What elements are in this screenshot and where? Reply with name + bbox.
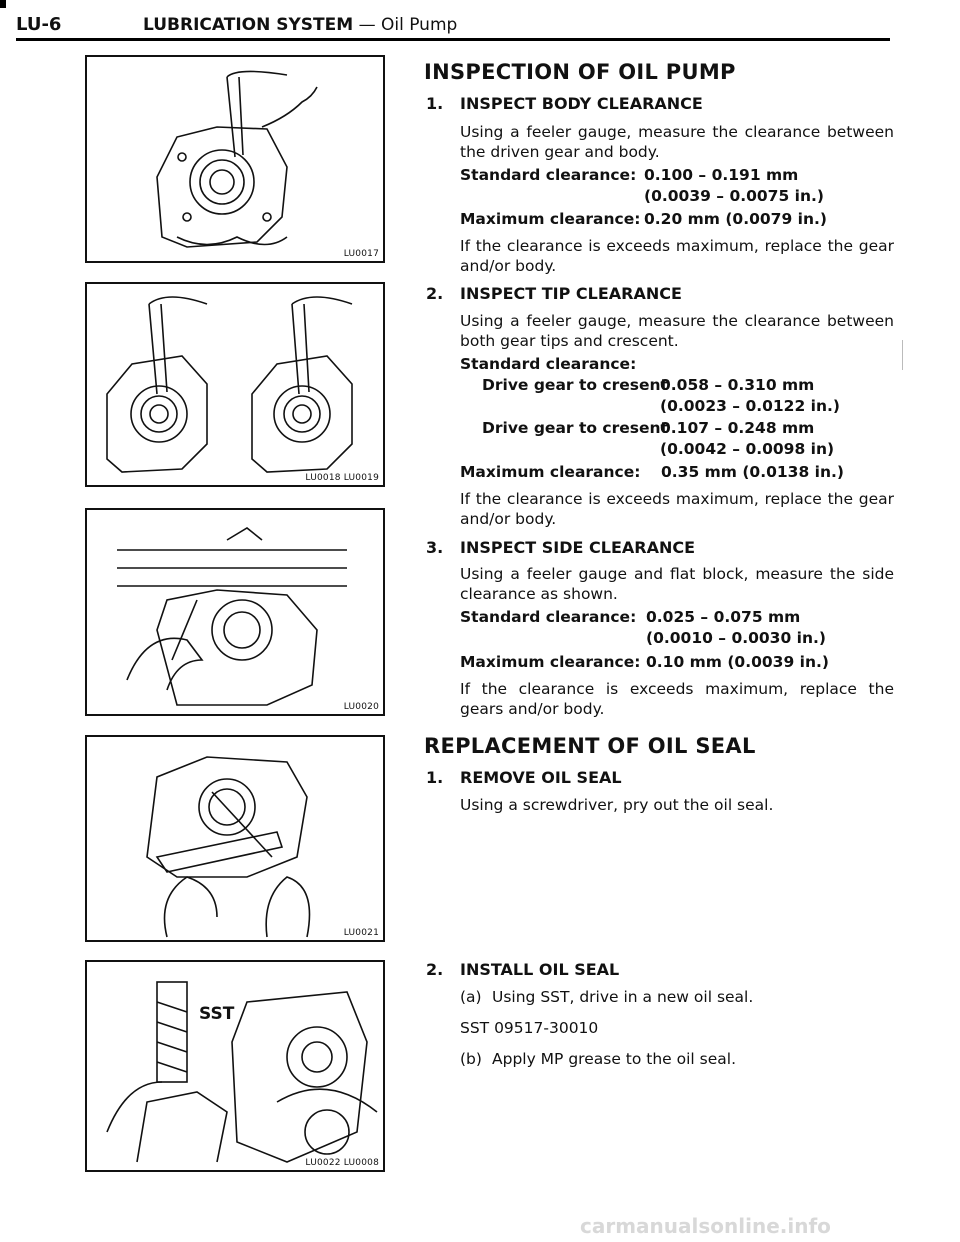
- figure-install-oil-seal: [85, 960, 385, 1172]
- drive-gear-value-2: 0.107 – 0.248 mm: [660, 419, 815, 437]
- substep-b-text: Apply MP grease to the oil seal.: [492, 1050, 736, 1068]
- standard-clearance-label: Standard clearance:: [460, 355, 637, 373]
- maximum-clearance-label: Maximum clearance:: [460, 210, 641, 228]
- watermark: carmanualsonline.info: [580, 1214, 831, 1238]
- sst-number: SST 09517-30010: [460, 1019, 599, 1037]
- maximum-clearance-value: 0.35 mm (0.0138 in.): [661, 463, 844, 481]
- side-clearance-instruction: Using a feeler gauge and flat block, measure the side clearance as shown.: [460, 565, 894, 603]
- tip-clearance-instruction: Using a feeler gauge, measure the clearance between both gear tips and crescent.: [460, 312, 894, 350]
- body-clearance-note: If the clearance is exceeds maximum, replace the gear and/or body.: [460, 237, 894, 275]
- step-number: 1.: [426, 768, 444, 787]
- step-heading-install-oil-seal: INSTALL OIL SEAL: [460, 960, 620, 979]
- side-clearance-illustration: [87, 510, 383, 714]
- page-corner-mark: [0, 0, 6, 8]
- figure-tip-clearance: [85, 282, 385, 487]
- side-clearance-note: If the clearance is exceeds maximum, replace the gears and/or body.: [460, 680, 894, 718]
- install-oil-seal-illustration: [87, 962, 383, 1170]
- body-clearance-instruction: Using a feeler gauge, measure the clearance between the driven gear and body.: [460, 123, 894, 161]
- maximum-clearance-value: 0.10 mm (0.0039 in.): [646, 653, 829, 671]
- body-clearance-illustration: [87, 57, 383, 261]
- figure-body-clearance: [85, 55, 385, 263]
- substep-b-mark: (b): [460, 1050, 482, 1068]
- drive-gear-value-2-in: (0.0042 – 0.0098 in): [660, 440, 835, 458]
- remove-oil-seal-illustration: [87, 737, 383, 940]
- figure-code: LU0022 LU0008: [305, 1158, 379, 1168]
- page-title: LUBRICATION SYSTEM — Oil Pump: [143, 15, 458, 35]
- standard-clearance-label: Standard clearance:: [460, 608, 637, 626]
- section-title-inspection: INSPECTION OF OIL PUMP: [424, 60, 736, 84]
- drive-gear-label-2: Drive gear to cresent: [482, 419, 668, 437]
- drive-gear-value: 0.058 – 0.310 mm: [660, 376, 815, 394]
- step-heading-remove-oil-seal: REMOVE OIL SEAL: [460, 768, 622, 787]
- figure-remove-oil-seal: [85, 735, 385, 942]
- figure-code: LU0017: [343, 249, 379, 259]
- remove-oil-seal-instruction: Using a screwdriver, pry out the oil seal.: [460, 796, 774, 814]
- drive-gear-label: Drive gear to cresent: [482, 376, 668, 394]
- page-code: LU-6: [16, 14, 62, 35]
- substep-a-text: Using SST, drive in a new oil seal.: [492, 988, 754, 1006]
- step-number: 2.: [426, 960, 444, 979]
- standard-clearance-label: Standard clearance:: [460, 166, 637, 184]
- figure-code: LU0018 LU0019: [305, 473, 379, 483]
- step-number: 3.: [426, 538, 444, 557]
- maximum-clearance-value: 0.20 mm (0.0079 in.): [644, 210, 827, 228]
- standard-clearance-value: 0.025 – 0.075 mm: [646, 608, 801, 626]
- step-heading-tip-clearance: INSPECT TIP CLEARANCE: [460, 284, 682, 303]
- sst-label: SST: [199, 1004, 235, 1024]
- section-title-replacement: REPLACEMENT OF OIL SEAL: [424, 734, 756, 758]
- substep-a-mark: (a): [460, 988, 482, 1006]
- tip-clearance-illustration: [87, 284, 383, 485]
- drive-gear-value-in: (0.0023 – 0.0122 in.): [660, 397, 840, 415]
- figure-code: LU0020: [343, 702, 379, 712]
- maximum-clearance-label: Maximum clearance:: [460, 653, 641, 671]
- step-number: 1.: [426, 94, 444, 113]
- figure-code: LU0021: [343, 928, 379, 938]
- tip-clearance-note: If the clearance is exceeds maximum, replace the gear and/or body.: [460, 490, 894, 528]
- standard-clearance-value: 0.100 – 0.191 mm: [644, 166, 799, 184]
- maximum-clearance-label: Maximum clearance:: [460, 463, 641, 481]
- step-heading-body-clearance: INSPECT BODY CLEARANCE: [460, 94, 703, 113]
- standard-clearance-value-in: (0.0010 – 0.0030 in.): [646, 629, 826, 647]
- scan-mark: [902, 340, 903, 370]
- standard-clearance-value-in: (0.0039 – 0.0075 in.): [644, 187, 824, 205]
- figure-side-clearance: [85, 508, 385, 716]
- header-rule: [16, 38, 890, 41]
- step-number: 2.: [426, 284, 444, 303]
- step-heading-side-clearance: INSPECT SIDE CLEARANCE: [460, 538, 696, 557]
